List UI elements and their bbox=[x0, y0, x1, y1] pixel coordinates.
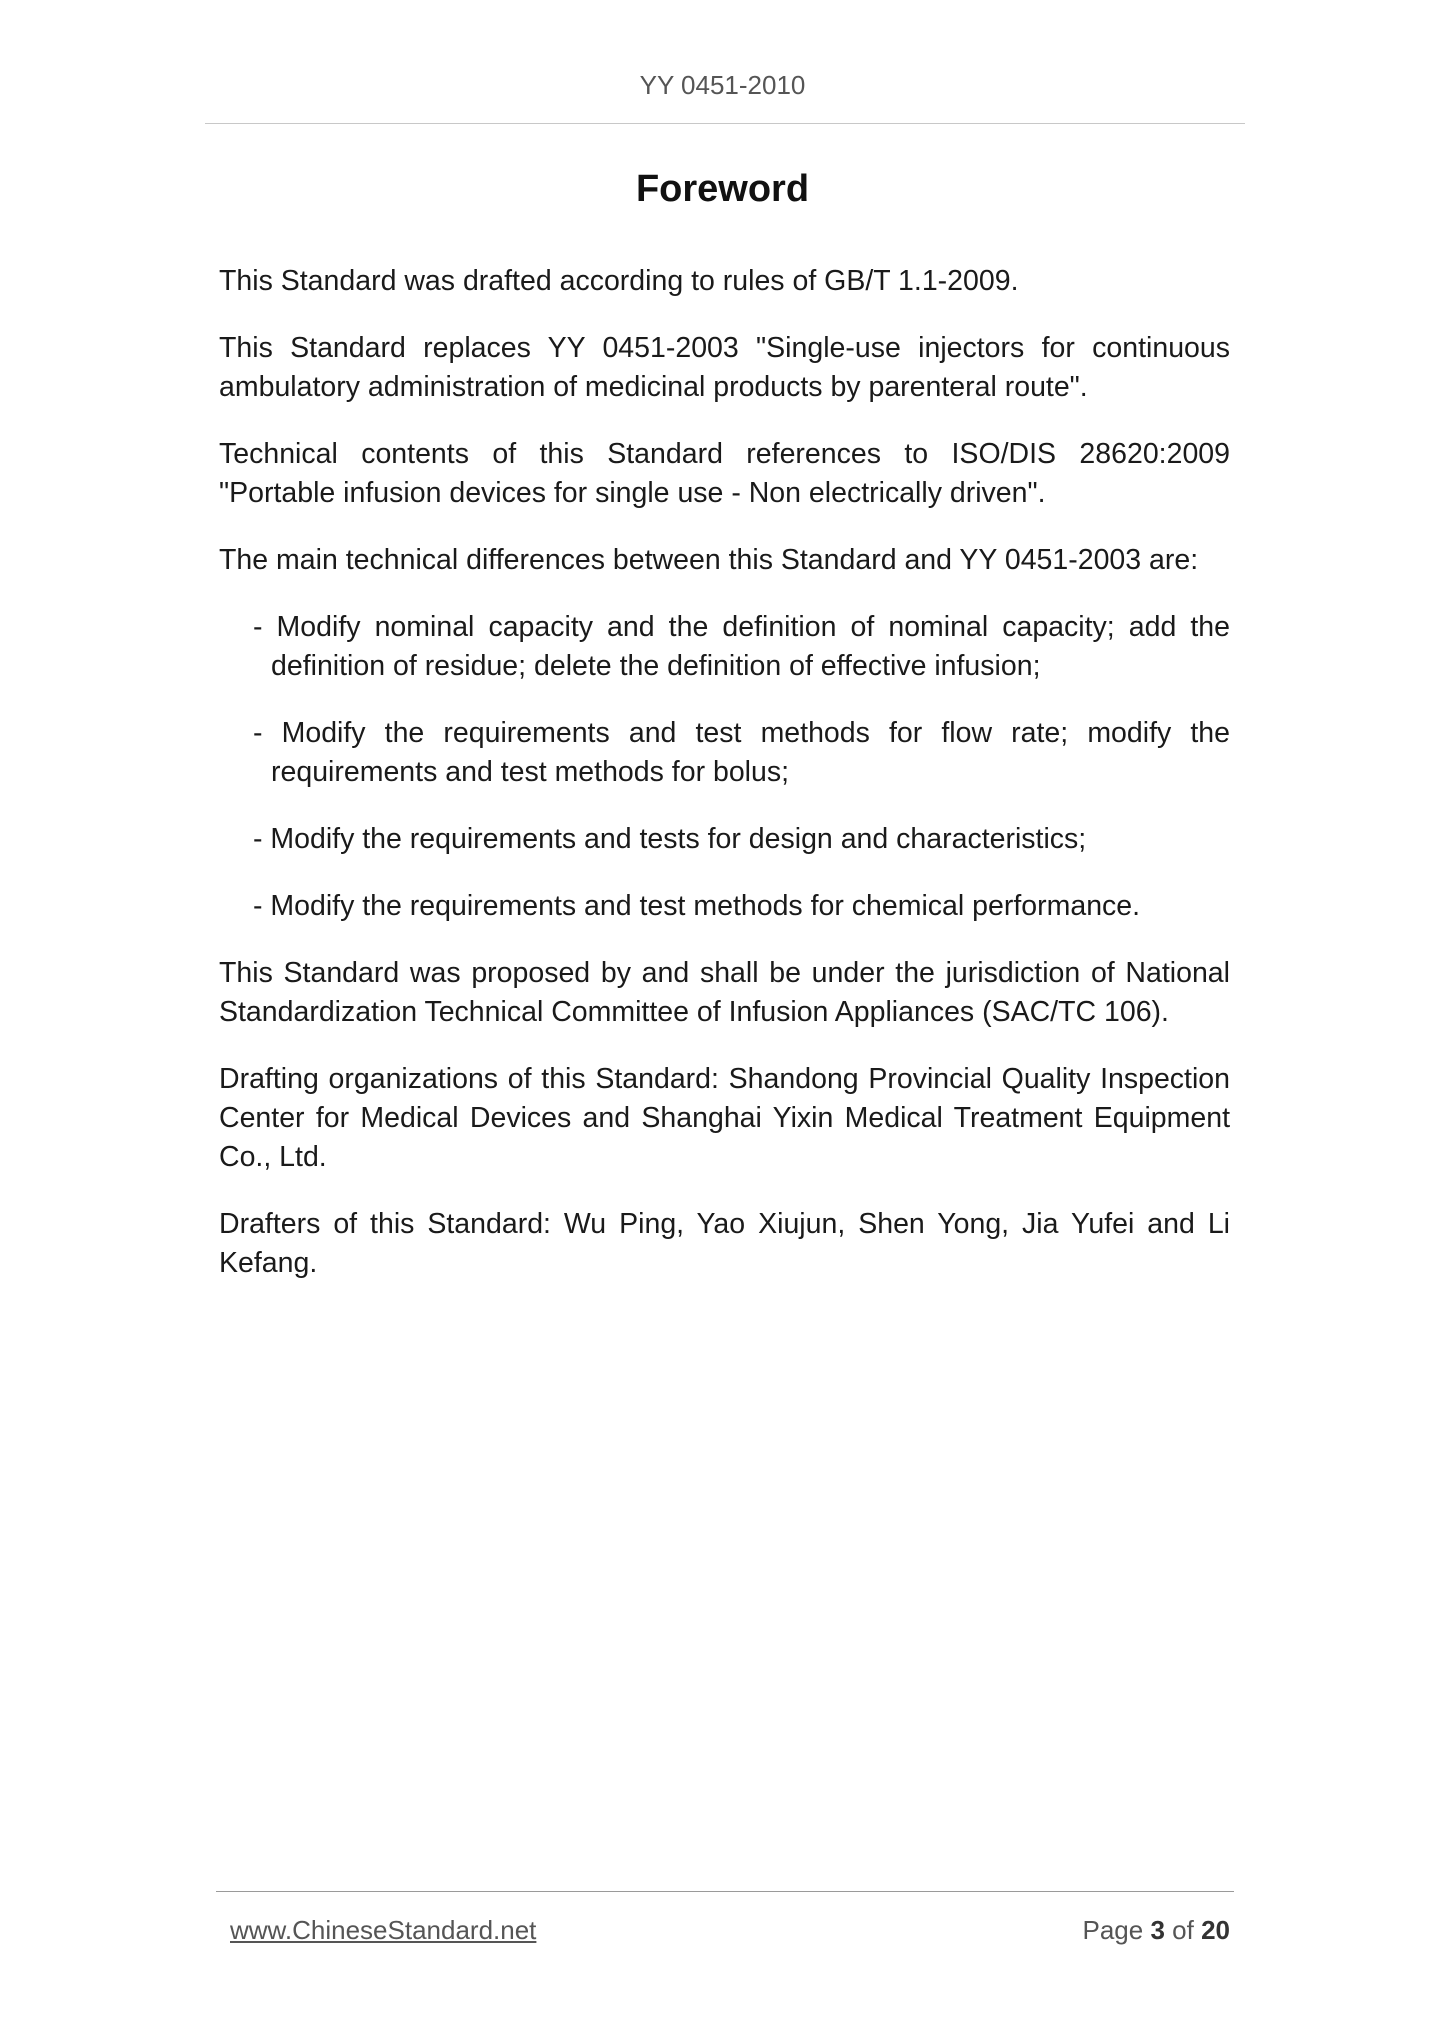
paragraph-drafting-organizations: Drafting organizations of this Standard: Shandong Provincial Quality Inspection Center for Medical Devices and Shanghai Yixin Medical Treatment Equipment Co., Ltd. bbox=[219, 1063, 1230, 1173]
page-title: Foreword bbox=[635, 168, 810, 210]
list-item: - Modify nominal capacity and the definition of nominal capacity; add the definition of residue; delete the definition of effective infusion; bbox=[253, 611, 1230, 682]
list-item: - Modify the requirements and test methods for flow rate; modify the requirements and test methods for bolus; bbox=[253, 717, 1230, 788]
page-current: 3 bbox=[1150, 1915, 1165, 1945]
page-total: 20 bbox=[1201, 1915, 1230, 1945]
paragraph-differences-intro: The main technical differences between this Standard and YY 0451-2003 are: bbox=[219, 544, 1199, 576]
page-number bbox=[1082, 1915, 1230, 1946]
paragraph-references: Technical contents of this Standard references to ISO/DIS 28620:2009 "Portable infusion devices for single use - Non electrically driven". bbox=[219, 438, 1230, 509]
document-body bbox=[219, 262, 1230, 1311]
header-title: YY 0451-2010 bbox=[639, 70, 806, 100]
footer-website-link[interactable]: www.ChineseStandard.net bbox=[230, 1915, 537, 1945]
header-divider bbox=[205, 123, 1245, 124]
footer-divider bbox=[216, 1891, 1234, 1892]
paragraph-replaces: This Standard replaces YY 0451-2003 "Single-use injectors for continuous ambulatory administration of medicinal products by parenteral route". bbox=[219, 332, 1230, 403]
page-of: of bbox=[1172, 1915, 1194, 1945]
paragraph-jurisdiction: This Standard was proposed by and shall be under the jurisdiction of National Standardization Technical Committee of Infusion Appliances (SAC/TC 106). bbox=[219, 957, 1230, 1028]
paragraph-drafters: Drafters of this Standard: Wu Ping, Yao Xiujun, Shen Yong, Jia Yufei and Li Kefang. bbox=[219, 1208, 1230, 1279]
differences-list bbox=[219, 608, 1230, 926]
page-prefix: Page bbox=[1082, 1915, 1144, 1945]
list-item: - Modify the requirements and tests for design and characteristics; bbox=[253, 823, 1087, 855]
paragraph-drafting-rules: This Standard was drafted according to rules of GB/T 1.1-2009. bbox=[219, 265, 1019, 297]
list-item: - Modify the requirements and test methods for chemical performance. bbox=[253, 890, 1141, 922]
